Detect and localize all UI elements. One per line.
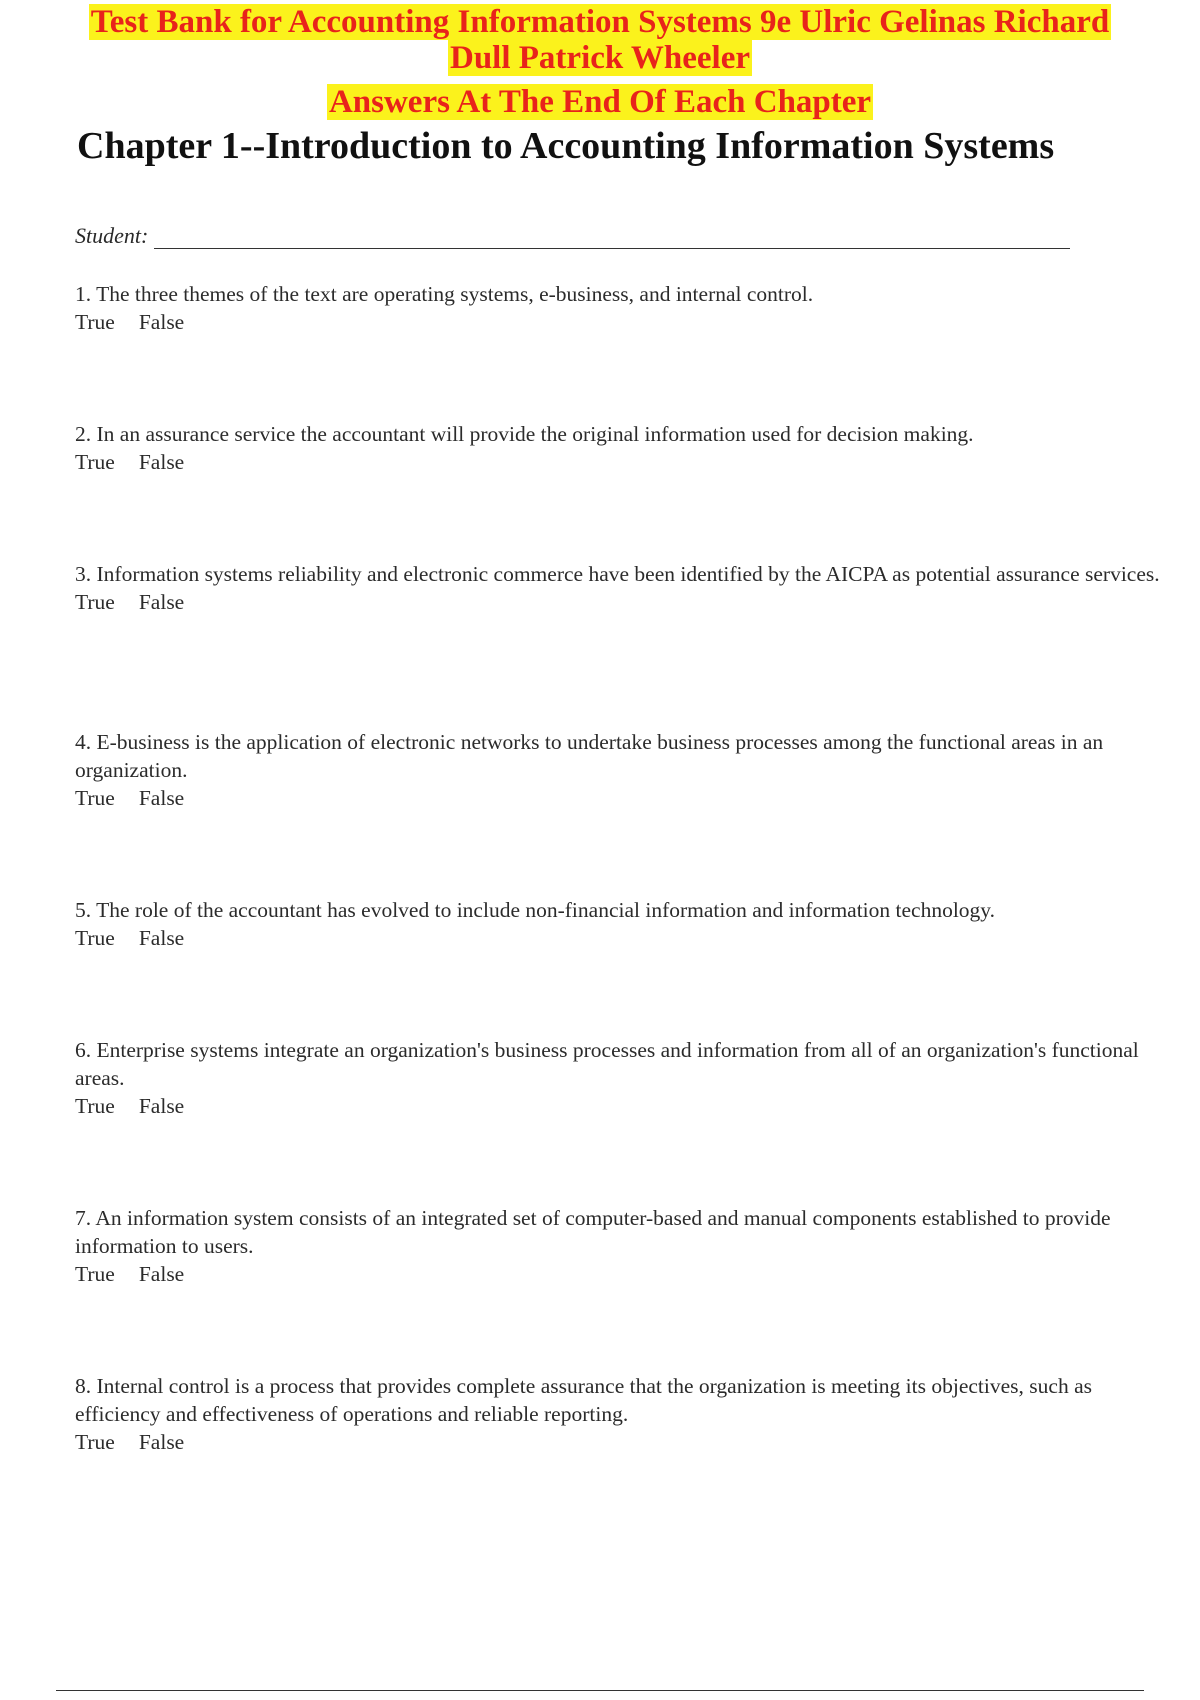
question-text: 7. An information system consists of an integrated set of computer-based and manual components established to provide information to users. — [75, 1206, 1111, 1258]
banner-line-1 — [0, 4, 1200, 40]
banner-line-2 — [0, 40, 1200, 76]
answer-options — [75, 448, 1160, 476]
banner-answers-note: Answers At The End Of Each Chapter — [328, 84, 872, 120]
title-banner — [0, 4, 1200, 120]
question-7 — [75, 1204, 1160, 1288]
option-false[interactable]: False — [138, 1430, 185, 1454]
question-text: 4. E-business is the application of electronic networks to undertake business processes among the functional areas in an organization. — [75, 730, 1104, 782]
answer-options — [75, 924, 1160, 952]
option-true[interactable]: True — [75, 786, 115, 810]
student-name-row — [75, 222, 1070, 249]
chapter-title: Chapter 1--Introduction to Accounting Information Systems — [77, 125, 1055, 167]
question-text: 6. Enterprise systems integrate an organization's business processes and information from all of an organization's functional areas. — [75, 1038, 1139, 1090]
question-text: 5. The role of the accountant has evolved to include non-financial information and information technology. — [75, 898, 996, 922]
question-6 — [75, 1036, 1160, 1120]
answer-options — [75, 308, 1160, 336]
banner-line-3 — [0, 84, 1200, 120]
student-name-blank[interactable] — [154, 222, 1070, 249]
option-false[interactable]: False — [138, 926, 185, 950]
banner-authors-text: Dull Patrick Wheeler — [450, 40, 750, 76]
option-false[interactable]: False — [138, 1262, 185, 1286]
option-true[interactable]: True — [75, 310, 115, 334]
question-1 — [75, 280, 1160, 336]
option-false[interactable]: False — [138, 1094, 185, 1118]
option-true[interactable]: True — [75, 926, 115, 950]
option-true[interactable]: True — [75, 1430, 115, 1454]
question-5 — [75, 896, 1160, 952]
option-true[interactable]: True — [75, 1094, 115, 1118]
question-text: 3. Information systems reliability and electronic commerce have been identified by the AICPA as potential assurance services. — [75, 562, 1160, 586]
answer-options — [75, 1428, 1160, 1456]
question-4 — [75, 728, 1160, 812]
option-false[interactable]: False — [138, 450, 185, 474]
banner-title-text: Test Bank for Accounting Information Systems 9e Ulric Gelinas Richard — [90, 4, 1110, 40]
question-2 — [75, 420, 1160, 476]
option-false[interactable]: False — [138, 786, 185, 810]
option-true[interactable]: True — [75, 590, 115, 614]
answer-options — [75, 588, 1160, 616]
answer-options — [75, 1260, 1160, 1288]
question-8 — [75, 1372, 1160, 1456]
question-text: 2. In an assurance service the accountant will provide the original information used for decision making. — [75, 422, 974, 446]
option-true[interactable]: True — [75, 450, 115, 474]
question-text: 1. The three themes of the text are operating systems, e-business, and internal control. — [75, 282, 814, 306]
bottom-divider — [56, 1690, 1144, 1691]
question-text: 8. Internal control is a process that provides complete assurance that the organization is meeting its objectives, such as efficiency and effectiveness of operations and reliable reporting. — [75, 1374, 1092, 1426]
option-false[interactable]: False — [138, 590, 185, 614]
answer-options — [75, 1092, 1160, 1120]
option-true[interactable]: True — [75, 1262, 115, 1286]
answer-options — [75, 784, 1160, 812]
option-false[interactable]: False — [138, 310, 185, 334]
question-3 — [75, 560, 1160, 616]
student-label: Student: — [75, 223, 149, 248]
